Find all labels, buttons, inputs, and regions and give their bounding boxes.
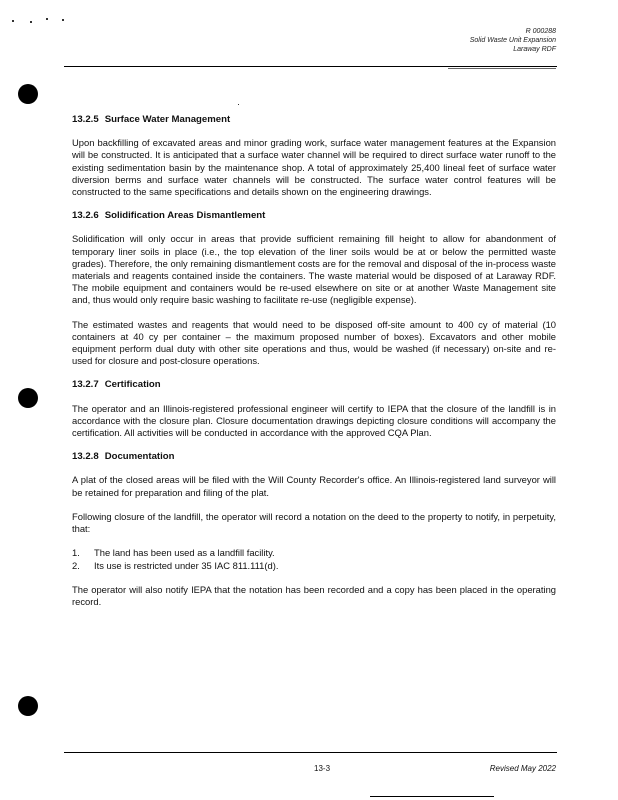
scan-speck (12, 20, 14, 22)
binder-hole-bottom (18, 696, 38, 716)
paragraph: The estimated wastes and reagents that would need to be disposed off-site amount to 400 cy of material (10 containers at 40 cy per container – the maximum proposed number of boxes). Excavators and other mobile equipment perform dual duty with other site operations and thus, would be washed (if necessary) on-site and re-used for closure and post-closure operations. (72, 318, 556, 367)
section-documentation (72, 451, 556, 608)
paragraph: The operator will also notify IEPA that the notation has been recorded and a copy has been placed in the operating record. (72, 584, 556, 608)
page-number: 13-3 (314, 764, 331, 773)
paragraph: Solidification will only occur in areas that provide sufficient remaining fill height to allow for abandonment of temporary liner soils in place (i.e., the top elevation of the liner soils would be at or below the permitted waste grades). Therefore, the only remaining dismantlement costs are for the removal and disposal of the in-process waste materials and reagents contained inside the containers. The waste material would be disposed of at Laraway RDF. The mobile equipment and containers would be re-used elsewhere on site or at another Waste Management site and, thus would only require basic washing to facilitate re-use (negligible expense). (72, 233, 556, 306)
doc-id: R 000288 (525, 28, 556, 35)
paragraph: Following closure of the landfill, the operator will record a notation on the deed to the property to notify, in perpetuity, that: (72, 510, 556, 535)
header-title-line1: Solid Waste Unit Expansion (469, 37, 556, 44)
page-header (470, 27, 556, 54)
bottom-scan-line (370, 796, 494, 797)
section-heading: 13.2.6 Solidification Areas Dismantlement (72, 210, 266, 222)
section-heading: 13.2.5 Surface Water Management (72, 114, 231, 125)
revision-date: Revised May 2022 (489, 764, 556, 773)
binder-hole-top (18, 84, 38, 104)
list-item: 1. The land has been used as a landfill facility. (72, 547, 275, 559)
header-title-line2: Laraway RDF (513, 46, 556, 53)
footer-rule (64, 752, 557, 753)
paragraph: A plat of the closed areas will be filed with the Will County Recorder's office. An Illinois-registered land surveyor will be retained for preparation and filing of the plat. (72, 474, 556, 498)
binder-hole-middle (18, 388, 38, 408)
scan-speck (62, 19, 64, 21)
paragraph: The operator and an Illinois-registered professional engineer will certify to IEPA that the closure of the landfill is in accordance with the closure plan. Closure documentation drawings depicting closure conditions will accompany the certification. All activities will be conducted in accordance with the approved CQA Plan. (72, 402, 556, 439)
scan-speck (46, 18, 48, 20)
section-certification (72, 379, 556, 439)
header-rule (64, 66, 557, 67)
section-surface-water (72, 114, 556, 198)
restriction-list (72, 547, 556, 572)
document-body (72, 114, 556, 621)
section-solidification (72, 210, 556, 367)
scan-speck (30, 21, 32, 23)
section-heading: 13.2.8 Documentation (72, 451, 175, 463)
paragraph: Upon backfilling of excavated areas and minor grading work, surface water management features at the Expansion will be constructed. It is anticipated that a surface water channel will be required to direct surface water runoff to the existing sedimentation basin by the maintenance shop. A total of approximately 25,400 lineal feet of surface water diversion berms and surface water channels will be constructed. The surface water control features will be constructed to the same specifications and details shown on the engineering drawings. (72, 137, 556, 198)
scan-speck (238, 104, 239, 105)
list-item: 2. Its use is restricted under 35 IAC 811.111(d). (72, 559, 279, 571)
section-heading: 13.2.7 Certification (72, 379, 161, 391)
header-rule-tail (448, 68, 556, 69)
